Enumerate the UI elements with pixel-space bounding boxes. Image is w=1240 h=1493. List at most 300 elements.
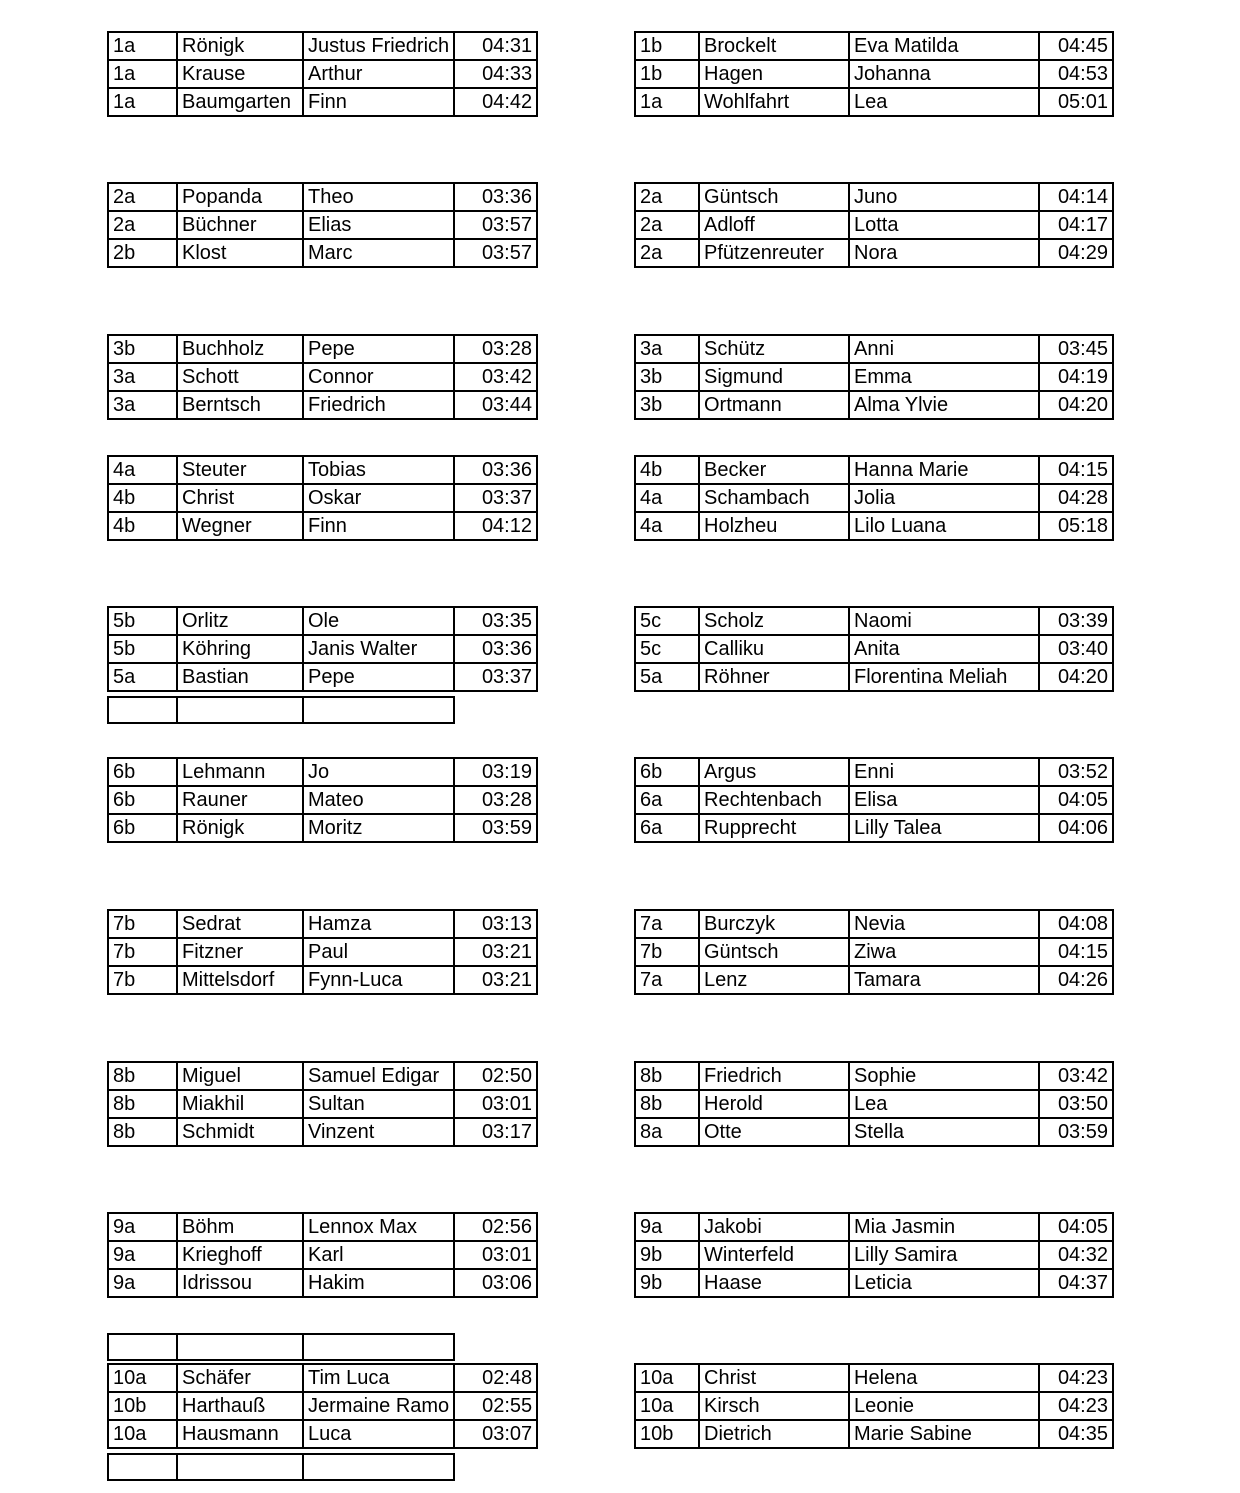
table-row <box>635 938 1113 966</box>
class-cell: 3b <box>108 335 177 363</box>
first-name-cell: Finn <box>303 88 454 116</box>
first-name-cell: Jolia <box>849 484 1039 512</box>
table-row <box>108 456 537 484</box>
class-cell: 8b <box>108 1118 177 1146</box>
time-cell: 04:20 <box>1039 391 1113 419</box>
last-name-cell: Rönigk <box>177 814 303 842</box>
first-name-cell: Connor <box>303 363 454 391</box>
table-row <box>108 663 537 691</box>
last-name-cell: Lehmann <box>177 758 303 786</box>
results-table-left <box>107 1061 538 1147</box>
class-cell: 2b <box>108 239 177 267</box>
results-table-left <box>107 455 538 541</box>
class-cell: 4b <box>108 512 177 540</box>
first-name-cell: Justus Friedrich <box>303 32 454 60</box>
table-row <box>635 335 1113 363</box>
time-cell: 03:37 <box>454 663 537 691</box>
results-table-right <box>634 606 1114 692</box>
class-cell: 3a <box>108 363 177 391</box>
first-name-cell: Theo <box>303 183 454 211</box>
first-name-cell: Jermaine Ramo <box>303 1392 454 1420</box>
empty-row <box>107 1333 455 1361</box>
results-table-left <box>107 182 538 268</box>
table-row <box>108 391 537 419</box>
last-name-cell: Christ <box>177 484 303 512</box>
class-cell: 8b <box>108 1090 177 1118</box>
last-name-cell: Rupprecht <box>699 814 849 842</box>
last-name-cell: Baumgarten <box>177 88 303 116</box>
first-name-cell: Lennox Max <box>303 1213 454 1241</box>
last-name-cell: Idrissou <box>177 1269 303 1297</box>
first-name-cell: Fynn-Luca <box>303 966 454 994</box>
table-row <box>108 938 537 966</box>
first-name-cell: Leonie <box>849 1392 1039 1420</box>
last-name-cell: Sedrat <box>177 910 303 938</box>
class-cell: 4b <box>108 484 177 512</box>
table-row <box>108 363 537 391</box>
time-cell: 04:14 <box>1039 183 1113 211</box>
time-cell: 03:36 <box>454 183 537 211</box>
table-row <box>635 814 1113 842</box>
first-name-cell: Naomi <box>849 607 1039 635</box>
time-cell: 05:18 <box>1039 512 1113 540</box>
time-cell: 03:50 <box>1039 1090 1113 1118</box>
first-name-cell: Marc <box>303 239 454 267</box>
first-name-cell: Alma Ylvie <box>849 391 1039 419</box>
table-row <box>635 60 1113 88</box>
first-name-cell: Nora <box>849 239 1039 267</box>
time-cell: 03:44 <box>454 391 537 419</box>
last-name-cell: Böhm <box>177 1213 303 1241</box>
empty-cell <box>108 1334 177 1360</box>
time-cell: 03:01 <box>454 1241 537 1269</box>
last-name-cell: Hagen <box>699 60 849 88</box>
time-cell: 03:52 <box>1039 758 1113 786</box>
table-row <box>108 607 537 635</box>
class-cell: 10a <box>635 1364 699 1392</box>
last-name-cell: Ortmann <box>699 391 849 419</box>
time-cell: 04:32 <box>1039 1241 1113 1269</box>
results-table-left <box>107 909 538 995</box>
first-name-cell: Helena <box>849 1364 1039 1392</box>
time-cell: 04:17 <box>1039 211 1113 239</box>
last-name-cell: Güntsch <box>699 938 849 966</box>
table-row <box>635 484 1113 512</box>
first-name-cell: Marie Sabine <box>849 1420 1039 1448</box>
last-name-cell: Schmidt <box>177 1118 303 1146</box>
first-name-cell: Tim Luca <box>303 1364 454 1392</box>
class-cell: 4b <box>635 456 699 484</box>
results-table-left <box>107 606 538 692</box>
results-table-right <box>634 182 1114 268</box>
class-cell: 2a <box>635 211 699 239</box>
first-name-cell: Emma <box>849 363 1039 391</box>
last-name-cell: Schambach <box>699 484 849 512</box>
table-row <box>108 1090 537 1118</box>
class-cell: 2a <box>108 183 177 211</box>
class-cell: 9a <box>108 1213 177 1241</box>
time-cell: 05:01 <box>1039 88 1113 116</box>
first-name-cell: Karl <box>303 1241 454 1269</box>
last-name-cell: Rauner <box>177 786 303 814</box>
table-row <box>108 88 537 116</box>
class-cell: 5a <box>635 663 699 691</box>
last-name-cell: Miguel <box>177 1062 303 1090</box>
last-name-cell: Krause <box>177 60 303 88</box>
first-name-cell: Pepe <box>303 663 454 691</box>
results-table-left <box>107 1363 538 1449</box>
table-row <box>108 966 537 994</box>
class-cell: 1a <box>108 32 177 60</box>
class-cell: 8b <box>635 1090 699 1118</box>
empty-cell <box>108 1454 177 1480</box>
time-cell: 03:07 <box>454 1420 537 1448</box>
time-cell: 04:29 <box>1039 239 1113 267</box>
first-name-cell: Florentina Meliah <box>849 663 1039 691</box>
time-cell: 03:36 <box>454 456 537 484</box>
time-cell: 02:56 <box>454 1213 537 1241</box>
table-row <box>635 1118 1113 1146</box>
class-cell: 1b <box>635 60 699 88</box>
first-name-cell: Janis Walter <box>303 635 454 663</box>
last-name-cell: Rönigk <box>177 32 303 60</box>
class-cell: 2a <box>108 211 177 239</box>
class-cell: 6a <box>635 814 699 842</box>
class-cell: 9b <box>635 1241 699 1269</box>
table-row <box>635 1392 1113 1420</box>
table-row <box>108 1241 537 1269</box>
table-row <box>108 512 537 540</box>
class-cell: 1a <box>108 60 177 88</box>
first-name-cell: Leticia <box>849 1269 1039 1297</box>
first-name-cell: Sultan <box>303 1090 454 1118</box>
class-cell: 4a <box>635 512 699 540</box>
first-name-cell: Stella <box>849 1118 1039 1146</box>
table-row <box>635 1213 1113 1241</box>
first-name-cell: Tamara <box>849 966 1039 994</box>
time-cell: 03:01 <box>454 1090 537 1118</box>
results-table-right <box>634 334 1114 420</box>
time-cell: 03:28 <box>454 335 537 363</box>
class-cell: 9a <box>635 1213 699 1241</box>
class-cell: 6b <box>108 758 177 786</box>
table-row <box>108 635 537 663</box>
table-row <box>108 484 537 512</box>
last-name-cell: Fitzner <box>177 938 303 966</box>
first-name-cell: Paul <box>303 938 454 966</box>
table-row <box>108 786 537 814</box>
class-cell: 2a <box>635 239 699 267</box>
first-name-cell: Lotta <box>849 211 1039 239</box>
class-cell: 4a <box>635 484 699 512</box>
time-cell: 04:19 <box>1039 363 1113 391</box>
last-name-cell: Krieghoff <box>177 1241 303 1269</box>
results-table-right <box>634 909 1114 995</box>
last-name-cell: Haase <box>699 1269 849 1297</box>
table-row <box>635 183 1113 211</box>
table-row <box>635 1090 1113 1118</box>
class-cell: 7b <box>108 938 177 966</box>
last-name-cell: Argus <box>699 758 849 786</box>
last-name-cell: Pfützenreuter <box>699 239 849 267</box>
class-cell: 7b <box>635 938 699 966</box>
class-cell: 1a <box>635 88 699 116</box>
last-name-cell: Becker <box>699 456 849 484</box>
table-row <box>635 635 1113 663</box>
first-name-cell: Nevia <box>849 910 1039 938</box>
time-cell: 03:28 <box>454 786 537 814</box>
first-name-cell: Anita <box>849 635 1039 663</box>
time-cell: 03:45 <box>1039 335 1113 363</box>
first-name-cell: Samuel Edigar <box>303 1062 454 1090</box>
class-cell: 10b <box>108 1392 177 1420</box>
table-row <box>635 758 1113 786</box>
table-row <box>635 1241 1113 1269</box>
time-cell: 03:57 <box>454 239 537 267</box>
results-table-right <box>634 757 1114 843</box>
time-cell: 04:37 <box>1039 1269 1113 1297</box>
last-name-cell: Wegner <box>177 512 303 540</box>
last-name-cell: Popanda <box>177 183 303 211</box>
class-cell: 6a <box>635 786 699 814</box>
table-row <box>635 363 1113 391</box>
time-cell: 02:48 <box>454 1364 537 1392</box>
last-name-cell: Büchner <box>177 211 303 239</box>
table-row <box>635 211 1113 239</box>
first-name-cell: Finn <box>303 512 454 540</box>
class-cell: 5c <box>635 607 699 635</box>
class-cell: 6b <box>635 758 699 786</box>
class-cell: 8a <box>635 1118 699 1146</box>
last-name-cell: Burczyk <box>699 910 849 938</box>
class-cell: 5c <box>635 635 699 663</box>
table-row <box>108 1364 537 1392</box>
first-name-cell: Vinzent <box>303 1118 454 1146</box>
last-name-cell: Lenz <box>699 966 849 994</box>
empty-cell <box>303 697 454 723</box>
first-name-cell: Ole <box>303 607 454 635</box>
time-cell: 04:08 <box>1039 910 1113 938</box>
time-cell: 04:15 <box>1039 456 1113 484</box>
class-cell: 6b <box>108 786 177 814</box>
time-cell: 03:59 <box>1039 1118 1113 1146</box>
last-name-cell: Scholz <box>699 607 849 635</box>
time-cell: 03:21 <box>454 938 537 966</box>
results-table-left <box>107 31 538 117</box>
time-cell: 03:57 <box>454 211 537 239</box>
empty-cell <box>177 1334 303 1360</box>
table-row <box>108 1420 537 1448</box>
first-name-cell: Tobias <box>303 456 454 484</box>
time-cell: 04:23 <box>1039 1392 1113 1420</box>
first-name-cell: Johanna <box>849 60 1039 88</box>
last-name-cell: Brockelt <box>699 32 849 60</box>
first-name-cell: Lea <box>849 1090 1039 1118</box>
time-cell: 04:28 <box>1039 484 1113 512</box>
time-cell: 04:35 <box>1039 1420 1113 1448</box>
time-cell: 04:53 <box>1039 60 1113 88</box>
last-name-cell: Adloff <box>699 211 849 239</box>
time-cell: 03:42 <box>454 363 537 391</box>
time-cell: 04:12 <box>454 512 537 540</box>
time-cell: 04:15 <box>1039 938 1113 966</box>
results-table-right <box>634 1363 1114 1449</box>
first-name-cell: Lilly Samira <box>849 1241 1039 1269</box>
last-name-cell: Winterfeld <box>699 1241 849 1269</box>
first-name-cell: Moritz <box>303 814 454 842</box>
time-cell: 04:23 <box>1039 1364 1113 1392</box>
class-cell: 3a <box>635 335 699 363</box>
table-row <box>635 512 1113 540</box>
first-name-cell: Elisa <box>849 786 1039 814</box>
first-name-cell: Jo <box>303 758 454 786</box>
class-cell: 7b <box>108 966 177 994</box>
last-name-cell: Herold <box>699 1090 849 1118</box>
time-cell: 03:35 <box>454 607 537 635</box>
class-cell: 5b <box>108 607 177 635</box>
results-table-left <box>107 334 538 420</box>
first-name-cell: Oskar <box>303 484 454 512</box>
class-cell: 10a <box>635 1392 699 1420</box>
last-name-cell: Schott <box>177 363 303 391</box>
table-row <box>108 211 537 239</box>
class-cell: 1a <box>108 88 177 116</box>
last-name-cell: Wohlfahrt <box>699 88 849 116</box>
time-cell: 04:05 <box>1039 786 1113 814</box>
class-cell: 3b <box>635 363 699 391</box>
class-cell: 9a <box>108 1241 177 1269</box>
table-row <box>635 663 1113 691</box>
last-name-cell: Miakhil <box>177 1090 303 1118</box>
time-cell: 04:26 <box>1039 966 1113 994</box>
time-cell: 04:06 <box>1039 814 1113 842</box>
first-name-cell: Arthur <box>303 60 454 88</box>
last-name-cell: Otte <box>699 1118 849 1146</box>
first-name-cell: Hamza <box>303 910 454 938</box>
time-cell: 03:42 <box>1039 1062 1113 1090</box>
table-row <box>108 32 537 60</box>
time-cell: 03:39 <box>1039 607 1113 635</box>
table-row <box>635 786 1113 814</box>
table-row <box>108 814 537 842</box>
time-cell: 02:55 <box>454 1392 537 1420</box>
table-row <box>108 60 537 88</box>
table-row <box>108 1062 537 1090</box>
empty-row <box>107 1453 455 1481</box>
first-name-cell: Luca <box>303 1420 454 1448</box>
class-cell: 7a <box>635 966 699 994</box>
table-row <box>108 183 537 211</box>
last-name-cell: Sigmund <box>699 363 849 391</box>
empty-cell <box>303 1334 454 1360</box>
first-name-cell: Eva Matilda <box>849 32 1039 60</box>
table-row <box>635 607 1113 635</box>
class-cell: 4a <box>108 456 177 484</box>
last-name-cell: Hausmann <box>177 1420 303 1448</box>
last-name-cell: Köhring <box>177 635 303 663</box>
time-cell: 03:37 <box>454 484 537 512</box>
class-cell: 2a <box>635 183 699 211</box>
time-cell: 03:36 <box>454 635 537 663</box>
time-cell: 03:06 <box>454 1269 537 1297</box>
empty-cell <box>177 697 303 723</box>
last-name-cell: Holzheu <box>699 512 849 540</box>
first-name-cell: Ziwa <box>849 938 1039 966</box>
first-name-cell: Friedrich <box>303 391 454 419</box>
results-table-right <box>634 1061 1114 1147</box>
class-cell: 8b <box>108 1062 177 1090</box>
time-cell: 04:31 <box>454 32 537 60</box>
table-row <box>108 1392 537 1420</box>
table-row <box>635 456 1113 484</box>
time-cell: 02:50 <box>454 1062 537 1090</box>
table-row <box>635 239 1113 267</box>
results-table-right <box>634 455 1114 541</box>
table-row <box>108 335 537 363</box>
class-cell: 5b <box>108 635 177 663</box>
last-name-cell: Güntsch <box>699 183 849 211</box>
class-cell: 8b <box>635 1062 699 1090</box>
time-cell: 03:59 <box>454 814 537 842</box>
class-cell: 1b <box>635 32 699 60</box>
time-cell: 04:20 <box>1039 663 1113 691</box>
time-cell: 04:33 <box>454 60 537 88</box>
table-row <box>108 1213 537 1241</box>
last-name-cell: Röhner <box>699 663 849 691</box>
last-name-cell: Schütz <box>699 335 849 363</box>
last-name-cell: Berntsch <box>177 391 303 419</box>
first-name-cell: Enni <box>849 758 1039 786</box>
first-name-cell: Hanna Marie <box>849 456 1039 484</box>
table-row <box>635 1420 1113 1448</box>
first-name-cell: Mia Jasmin <box>849 1213 1039 1241</box>
table-row <box>635 1364 1113 1392</box>
first-name-cell: Juno <box>849 183 1039 211</box>
first-name-cell: Anni <box>849 335 1039 363</box>
last-name-cell: Orlitz <box>177 607 303 635</box>
table-row <box>108 758 537 786</box>
last-name-cell: Jakobi <box>699 1213 849 1241</box>
time-cell: 03:13 <box>454 910 537 938</box>
table-row <box>108 1269 537 1297</box>
table-row <box>108 1118 537 1146</box>
last-name-cell: Dietrich <box>699 1420 849 1448</box>
first-name-cell: Lilly Talea <box>849 814 1039 842</box>
time-cell: 03:21 <box>454 966 537 994</box>
last-name-cell: Buchholz <box>177 335 303 363</box>
last-name-cell: Harthauß <box>177 1392 303 1420</box>
first-name-cell: Elias <box>303 211 454 239</box>
first-name-cell: Sophie <box>849 1062 1039 1090</box>
results-table-right <box>634 1212 1114 1298</box>
results-table-left <box>107 757 538 843</box>
first-name-cell: Lea <box>849 88 1039 116</box>
table-row <box>108 239 537 267</box>
first-name-cell: Pepe <box>303 335 454 363</box>
class-cell: 9b <box>635 1269 699 1297</box>
last-name-cell: Mittelsdorf <box>177 966 303 994</box>
class-cell: 9a <box>108 1269 177 1297</box>
last-name-cell: Rechtenbach <box>699 786 849 814</box>
time-cell: 03:40 <box>1039 635 1113 663</box>
table-row <box>635 966 1113 994</box>
class-cell: 10a <box>108 1364 177 1392</box>
empty-cell <box>303 1454 454 1480</box>
time-cell: 04:42 <box>454 88 537 116</box>
time-cell: 03:17 <box>454 1118 537 1146</box>
class-cell: 6b <box>108 814 177 842</box>
class-cell: 7a <box>635 910 699 938</box>
